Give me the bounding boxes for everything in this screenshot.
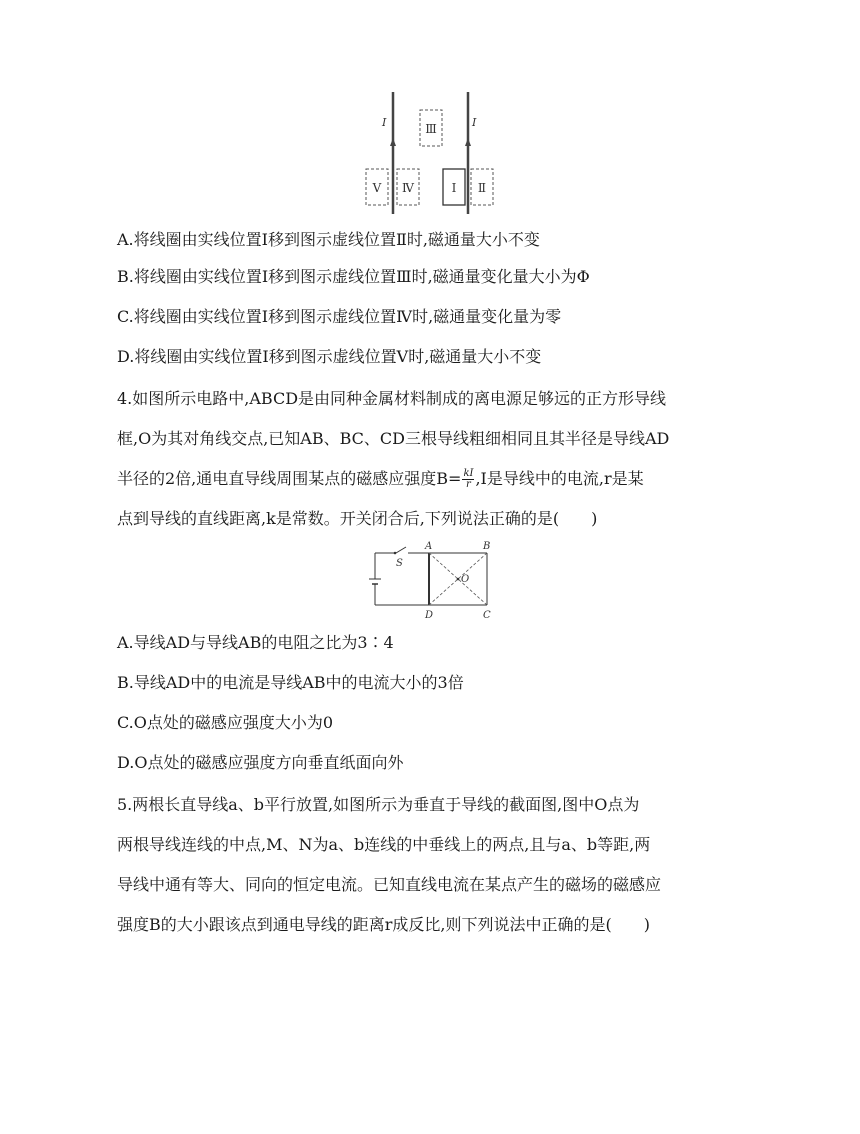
coil-IV-label: Ⅳ [402, 181, 414, 195]
fraction-numerator: kI [463, 468, 474, 479]
figure-wires-coils [360, 88, 510, 218]
q5-stem-line2: 两根导线连线的中点,M、N为a、b连线的中垂线上的两点,且与a、b等距,两 [117, 835, 651, 854]
right-current-label: I [472, 116, 477, 129]
q4-option-b: B.导线AD中的电流是导线AB中的电流大小的3倍 [117, 673, 464, 692]
coil-III-label: Ⅲ [425, 122, 437, 136]
q4-stem-line1: 4.如图所示电路中,ABCD是由同种金属材料制成的离电源足够远的正方形导线 [117, 389, 667, 408]
point-O [457, 578, 460, 581]
coil-II-label: Ⅱ [477, 181, 487, 195]
right-wire-arrow [465, 138, 471, 146]
coil-I-label: Ⅰ [451, 181, 457, 195]
left-current-label: I [382, 116, 387, 129]
q5-stem-line1: 5.两根长直导线a、b平行放置,如图所示为垂直于导线的截面图,图中O点为 [117, 795, 640, 814]
label-C: C [483, 610, 491, 621]
left-wire-arrow [390, 138, 396, 146]
q4-line3-after: ,I是导线中的电流,r是某 [475, 469, 644, 488]
q3-option-d: D.将线圈由实线位置Ⅰ移到图示虚线位置Ⅴ时,磁通量大小不变 [117, 347, 542, 366]
q5-stem-line4: 强度B的大小跟该点到通电导线的距离r成反比,则下列说法中正确的是( ) [117, 915, 650, 934]
q3-option-a: A.将线圈由实线位置Ⅰ移到图示虚线位置Ⅱ时,磁通量大小不变 [117, 230, 540, 249]
label-B: B [483, 541, 491, 552]
switch-label: S [396, 558, 403, 569]
q4-option-a: A.导线AD与导线AB的电阻之比为3∶4 [117, 633, 394, 652]
q3-option-c: C.将线圈由实线位置Ⅰ移到图示虚线位置Ⅳ时,磁通量变化量为零 [117, 307, 562, 326]
q4-stem-line3 [117, 469, 644, 490]
fraction-denominator: r [466, 479, 471, 490]
label-D: D [425, 610, 434, 621]
q4-line3-before: 半径的2倍,通电直导线周围某点的磁感应强度B= [117, 469, 462, 488]
q4-option-d: D.O点处的磁感应强度方向垂直纸面向外 [117, 753, 404, 772]
coil-V-label: Ⅴ [372, 181, 382, 195]
q4-stem-line4: 点到导线的直线距离,k是常数。开关闭合后,下列说法正确的是( ) [117, 509, 598, 528]
q4-stem-line2: 框,O为其对角线交点,已知AB、BC、CD三根导线粗细相同且其半径是导线AD [117, 429, 670, 448]
figure-square-circuit [366, 539, 506, 625]
q3-option-b: B.将线圈由实线位置Ⅰ移到图示虚线位置Ⅲ时,磁通量变化量大小为Φ [117, 267, 590, 286]
switch-contact [394, 552, 397, 555]
switch-blade [396, 547, 406, 553]
q4-option-c: C.O点处的磁感应强度大小为0 [117, 713, 334, 732]
q5-stem-line3: 导线中通有等大、同向的恒定电流。已知直线电流在某点产生的磁场的磁感应 [117, 875, 662, 894]
label-A: A [425, 541, 433, 552]
formula-fraction [462, 469, 474, 490]
label-O: O [461, 574, 470, 585]
